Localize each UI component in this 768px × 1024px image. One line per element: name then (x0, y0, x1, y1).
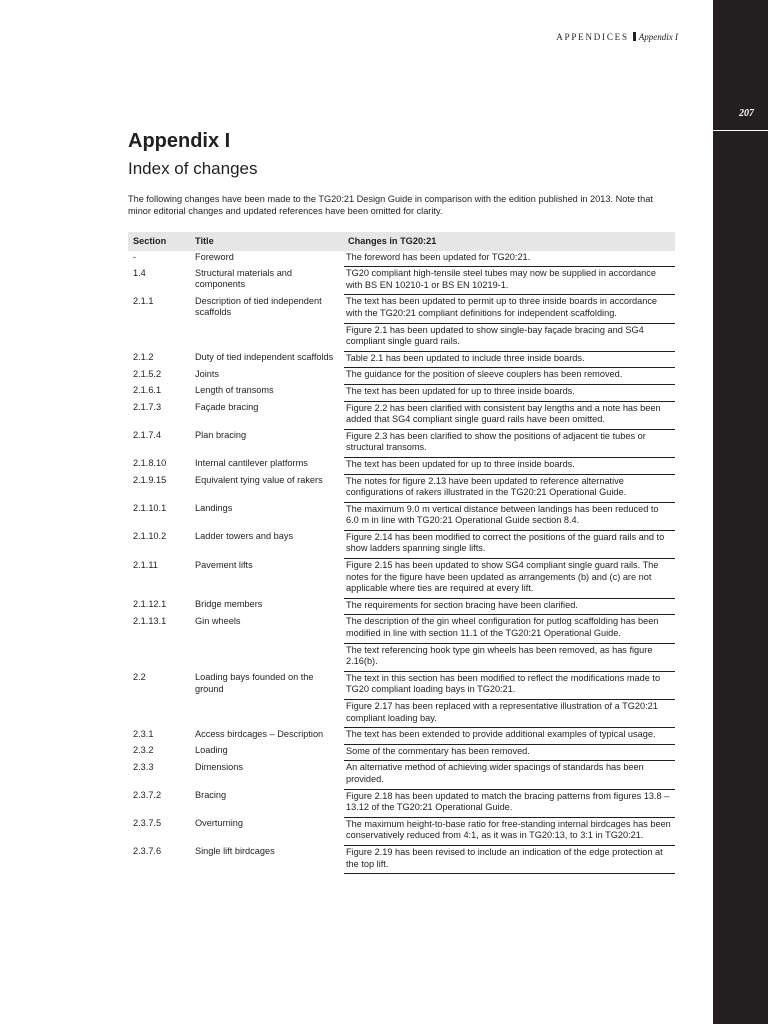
running-head-section: APPENDICES (556, 32, 629, 42)
change-cell: Figure 2.3 has been clarified to show the positions of adjacent tie tubes or structural transoms. (344, 429, 675, 457)
change-cell: Some of the commentary has been removed. (344, 744, 675, 761)
title-cell (191, 643, 344, 671)
section-cell: 2.1.10.1 (133, 503, 167, 514)
table-header-row (128, 232, 675, 251)
title-cell: Pavement lifts (195, 559, 253, 570)
change-cell: Figure 2.1 has been updated to show single-bay façade bracing and SG4 compliant single guard rails. (344, 323, 675, 351)
title-cell: Plan bracing (195, 430, 247, 441)
running-head-appendix: Appendix I (638, 32, 678, 42)
title-cell: Dimensions (195, 761, 243, 772)
table-row (128, 323, 675, 351)
section-cell: 2.1.8.10 (133, 458, 167, 469)
running-head-bar (633, 32, 636, 41)
title-cell: Description of tied independent scaffolds (195, 295, 322, 318)
section-cell: 2.1.12.1 (133, 599, 167, 610)
change-cell: The maximum 9.0 m vertical distance between landings has been reduced to 6.0 m in line with TG20:21 Operational Guide section 8.4. (344, 502, 675, 530)
title-cell: Loading bays founded on the ground (195, 672, 314, 694)
title-cell: Length of transoms (195, 385, 274, 396)
section-cell (128, 323, 191, 351)
header-title: Title (191, 232, 344, 251)
table-row (128, 598, 675, 615)
table-row (128, 789, 675, 817)
title-cell: Structural materials and components (195, 267, 293, 290)
section-cell: 2.3.3 (133, 761, 154, 772)
title-cell: Foreword (195, 251, 234, 262)
change-cell: The notes for figure 2.13 have been updated to reference alternative configurations of rakers illustrated in the TG20:21 Operational Guide. (344, 474, 675, 502)
table-body (128, 251, 675, 874)
change-cell: The text has been updated to permit up to three inside boards in accordance with the TG20:21 compliant definitions for independent scaffolding. (344, 295, 675, 323)
title-cell: Access birdcages – Description (195, 728, 324, 739)
side-tab-divider (713, 130, 768, 131)
change-cell: The description of the gin wheel configuration for putlog scaffolding has been modified in line with section 11.1 of the TG20:21 Operational Guide. (344, 615, 675, 643)
section-cell: 2.1.1 (133, 295, 154, 306)
changes-table (128, 232, 675, 874)
section-cell: 1.4 (133, 267, 146, 278)
title-cell: Landings (195, 503, 233, 514)
table-row (128, 559, 675, 599)
change-cell: Figure 2.19 has been revised to include an indication of the edge protection at the top lift. (344, 845, 675, 873)
title-cell: Façade bracing (195, 402, 259, 413)
section-cell: 2.2 (133, 672, 146, 683)
change-cell: The text has been updated for up to three inside boards. (344, 457, 675, 474)
section-cell: 2.3.7.6 (133, 846, 162, 857)
change-cell: Figure 2.18 has been updated to match the bracing patterns from figures 13.8 – 13.12 of the TG20:21 Operational Guide. (344, 789, 675, 817)
section-cell: 2.1.11 (133, 559, 158, 570)
title-cell: Bridge members (195, 599, 263, 610)
title-cell: Equivalent tying value of rakers (195, 475, 323, 485)
header-section: Section (128, 232, 191, 251)
change-cell: The requirements for section bracing have been clarified. (344, 598, 675, 615)
table-row (128, 761, 675, 789)
running-head (556, 32, 678, 42)
table-row (128, 351, 675, 368)
section-cell: 2.1.7.4 (133, 430, 162, 441)
section-cell: 2.1.2 (133, 352, 154, 363)
table-row (128, 643, 675, 671)
section-cell: 2.1.9.15 (133, 475, 167, 485)
title-cell: Overturning (195, 818, 244, 829)
table-row (128, 728, 675, 745)
table-row (128, 530, 675, 558)
change-cell: The text in this section has been modified to reflect the modifications made to TG20 compliant loading bays in TG20:21. (344, 671, 675, 699)
change-cell: An alternative method of achieving wider spacings of standards has been provided. (344, 761, 675, 789)
change-cell: Figure 2.14 has been modified to correct the positions of the guard rails and to show ladders spanning single lifts. (344, 530, 675, 558)
change-cell: TG20 compliant high-tensile steel tubes may now be supplied in accordance with BS EN 10210-1 or BS EN 10219-1. (344, 267, 675, 295)
title-cell: Single lift birdcages (195, 846, 275, 857)
change-cell: The text has been extended to provide additional examples of typical usage. (344, 728, 675, 745)
section-cell: 2.3.7.2 (133, 790, 162, 801)
section-cell (128, 643, 191, 671)
change-cell: Figure 2.17 has been replaced with a representative illustration of a TG20:21 compliant loading bay. (344, 700, 675, 728)
table-row (128, 384, 675, 401)
section-cell: 2.1.10.2 (133, 531, 167, 542)
title-cell: Duty of tied independent scaffolds (195, 352, 334, 363)
table-row (128, 267, 675, 295)
title-cell: Joints (195, 368, 220, 379)
page-title: Appendix I (128, 130, 231, 152)
change-cell: Figure 2.2 has been clarified with consistent bay lengths and a note has been added that SG4 compliant single guard rails have been omitted. (344, 401, 675, 429)
title-cell (191, 700, 344, 728)
title-cell (191, 323, 344, 351)
section-cell: 2.1.6.1 (133, 385, 162, 396)
change-cell: The text referencing hook type gin wheels has been removed, as has figure 2.16(b). (344, 643, 675, 671)
change-cell: The foreword has been updated for TG20:21. (344, 251, 675, 267)
table-row (128, 671, 675, 699)
change-cell: The text has been updated for up to three inside boards. (344, 384, 675, 401)
title-cell: Gin wheels (195, 615, 241, 626)
table-row (128, 744, 675, 761)
table-row (128, 251, 675, 267)
table-row (128, 368, 675, 385)
section-cell: 2.3.7.5 (133, 818, 162, 829)
page-number: 207 (739, 108, 754, 119)
change-cell: Table 2.1 has been updated to include three inside boards. (344, 351, 675, 368)
table-row (128, 295, 675, 323)
page-subtitle: Index of changes (128, 159, 258, 178)
table-row (128, 429, 675, 457)
table-row (128, 845, 675, 873)
side-tab (713, 0, 768, 1024)
section-cell: 2.1.7.3 (133, 402, 162, 413)
title-cell: Internal cantilever platforms (195, 458, 308, 469)
table-row (128, 474, 675, 502)
table-row (128, 615, 675, 643)
change-cell: Figure 2.15 has been updated to show SG4 compliant single guard rails. The notes for the figure have been updated as arrangements (b) and (c) are not applicable where ties are required at every lift. (344, 559, 675, 599)
header-changes: Changes in TG20:21 (344, 232, 675, 251)
section-cell: 2.1.5.2 (133, 368, 162, 379)
section-cell: - (133, 251, 137, 262)
section-cell: 2.3.2 (133, 745, 154, 756)
table-row (128, 401, 675, 429)
change-cell: The maximum height-to-base ratio for free-standing internal birdcages has been conservatively reduced from 4:1, as it was in TG20:13, to 3:1 in TG20:21. (344, 817, 675, 845)
table-row (128, 817, 675, 845)
section-cell: 2.1.13.1 (133, 615, 167, 626)
title-cell: Ladder towers and bays (195, 531, 294, 542)
intro-paragraph: The following changes have been made to the TG20:21 Design Guide in comparison with the edition published in 2013. Note that minor editorial changes and updated references have been omitted for clarity. (128, 194, 653, 217)
table-row (128, 502, 675, 530)
change-cell: The guidance for the position of sleeve couplers has been removed. (344, 368, 675, 385)
table-row (128, 457, 675, 474)
title-cell: Loading (195, 745, 228, 756)
section-cell (128, 700, 191, 728)
table-row (128, 700, 675, 728)
section-cell: 2.3.1 (133, 728, 154, 739)
title-cell: Bracing (195, 790, 227, 801)
